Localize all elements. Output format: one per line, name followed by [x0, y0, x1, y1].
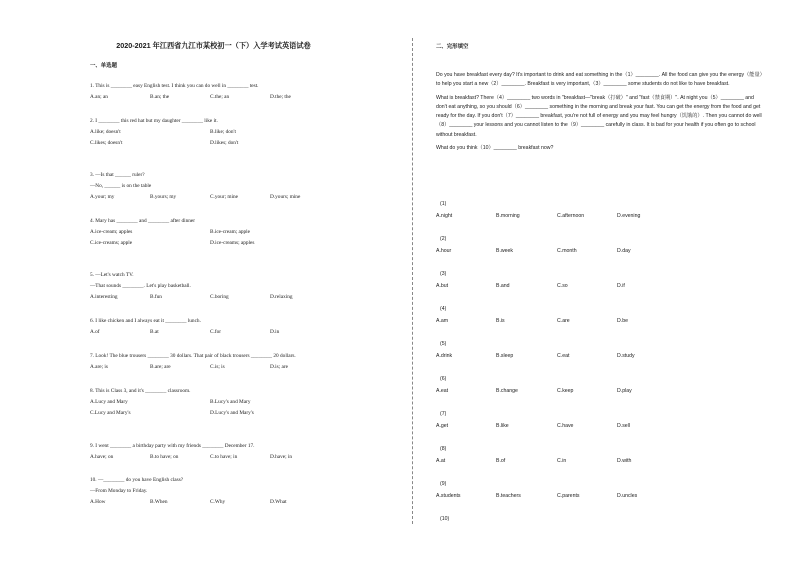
cloze-option[interactable]: A.get — [436, 423, 449, 429]
cloze-option[interactable]: C.month — [557, 248, 577, 254]
answer-option[interactable]: A.have; on — [90, 454, 114, 461]
answer-option[interactable]: A.your; my — [90, 194, 115, 201]
answer-option[interactable]: C.Why — [210, 499, 226, 506]
cloze-option[interactable]: B.of — [496, 458, 506, 464]
answer-option[interactable]: A.interesting — [90, 294, 118, 301]
cloze-option[interactable]: A.but — [436, 283, 449, 289]
left-column — [86, 0, 341, 562]
question-stem: 9. I went ________ a birthday party with my friends ________ December 17. — [90, 443, 255, 449]
answer-option[interactable]: A.ice-cream; apples — [90, 229, 133, 236]
blank-number: (3) — [440, 271, 447, 277]
answer-option[interactable]: D.Lucy's and Mary's — [210, 410, 254, 417]
section-single-choice: 一、单选题 — [90, 63, 117, 69]
answer-option[interactable]: D.What — [270, 499, 287, 506]
answer-option[interactable]: D.the; the — [270, 94, 291, 101]
cloze-option[interactable]: A.at — [436, 458, 446, 464]
cloze-option[interactable]: C.so — [557, 283, 568, 289]
answer-option[interactable]: A.Lucy and Mary — [90, 399, 128, 406]
cloze-option[interactable]: D.play — [617, 388, 632, 394]
answer-option[interactable]: A.like; doesn't — [90, 129, 121, 136]
answer-option[interactable]: B.at — [150, 329, 159, 336]
cloze-option[interactable]: B.like — [496, 423, 509, 429]
cloze-option[interactable]: D.with — [617, 458, 632, 464]
answer-option[interactable]: C.the; an — [210, 94, 230, 101]
cloze-option[interactable]: D.study — [617, 353, 635, 359]
question-stem: 5. —Let's watch TV. — [90, 272, 134, 278]
cloze-passage — [436, 71, 766, 153]
answer-option[interactable]: D.ice-creams; apples — [210, 240, 255, 247]
blank-number: (2) — [440, 236, 447, 242]
question-stem: 7. Look! The blue trousers ________ 30 dollars. That pair of black trousers ________ 20 dollars. — [90, 353, 296, 359]
cloze-option[interactable]: C.eat — [557, 353, 570, 359]
answer-option[interactable]: B.Lucy's and Mary — [210, 399, 251, 406]
cloze-option[interactable]: D.if — [617, 283, 625, 289]
question-stem: 3. —Is that ______ ruler? — [90, 172, 145, 178]
cloze-option[interactable]: C.are — [557, 318, 570, 324]
cloze-option[interactable]: A.eat — [436, 388, 449, 394]
cloze-option[interactable]: C.parents — [557, 493, 580, 499]
question-line: —From Monday to Friday. — [90, 487, 148, 494]
question-line: —No, ______ is on the table — [90, 182, 152, 189]
question-line: —That sounds ________. Let's play basketball. — [90, 282, 191, 289]
passage-paragraph: What do you think（10）________ breakfast now? — [436, 145, 554, 152]
question-stem: 10. —________ do you have English class? — [90, 477, 184, 483]
answer-option[interactable]: B.an; the — [150, 94, 170, 101]
cloze-option[interactable]: B.sleep — [496, 353, 514, 359]
blank-number: (5) — [440, 341, 447, 347]
answer-option[interactable]: C.is; is — [210, 364, 225, 371]
answer-option[interactable]: C.your; mine — [210, 194, 238, 201]
answer-option[interactable]: C.to have; in — [210, 454, 238, 461]
answer-option[interactable]: C.likes; doesn't — [90, 140, 123, 147]
answer-option[interactable]: A.of — [90, 329, 100, 336]
question-stem: 8. This is Class 3, and it's ________ classroom. — [90, 388, 191, 394]
cloze-option[interactable]: D.uncles — [617, 493, 638, 499]
cloze-option[interactable]: C.have — [557, 423, 574, 429]
answer-option[interactable]: C.ice-creams; apple — [90, 240, 133, 247]
cloze-option[interactable]: B.morning — [496, 213, 520, 219]
answer-option[interactable]: A.How — [90, 499, 106, 506]
answer-option[interactable]: B.fun — [150, 294, 162, 301]
cloze-option[interactable]: A.night — [436, 213, 453, 219]
answer-option[interactable]: B.to have; on — [150, 454, 179, 461]
cloze-option[interactable]: B.week — [496, 248, 514, 254]
exam-title: 2020-2021 年江西省九江市某校初一（下）入学考试英语试卷 — [116, 41, 311, 50]
cloze-option[interactable]: B.change — [496, 388, 518, 394]
question-stem: 4. Mary has ________ and ________ after dinner — [90, 218, 196, 224]
question-stem: 2. I ________ this red hat but my daughter ________ like it. — [90, 118, 218, 124]
cloze-option[interactable]: A.students — [436, 493, 461, 499]
answer-option[interactable]: D.is; are — [270, 364, 288, 371]
blank-number: (9) — [440, 481, 447, 487]
answer-option[interactable]: B.ice-cream; apple — [210, 229, 250, 236]
column-divider — [412, 38, 413, 524]
answer-option[interactable]: C.Lucy and Mary's — [90, 410, 131, 417]
cloze-option[interactable]: D.day — [617, 248, 631, 254]
passage-paragraph: What is breakfast? There（4）________ two words in "breakfast—"break（打破）" and "fast（禁食期）". At night you（5）________ and don't eat anything, so you should（6）________ something in the morning and break your fast. You can get the energy from the food and get ready for the day. If you don't（7）________ breakfast, you're not full of energy and you may feel hungry（饥饿的）. Then you cannot do well（8）________ your lessons and you cannot listen to the（9）________ carefully in class. It is bad for your health if you often go to school without breakfast. — [436, 94, 762, 138]
section-cloze: 二、完形填空 — [436, 44, 469, 50]
question-stem: 1. This is ________ easy English test. I think you can do well in ________ test. — [90, 83, 259, 89]
answer-option[interactable]: A.are; is — [90, 364, 108, 371]
cloze-option[interactable]: C.keep — [557, 388, 574, 394]
answer-option[interactable]: C.for — [210, 329, 222, 336]
blank-number: (7) — [440, 411, 447, 417]
answer-option[interactable]: B.like; don't — [210, 129, 236, 136]
answer-option[interactable]: D.have; in — [270, 454, 293, 461]
answer-option[interactable]: A.an; an — [90, 94, 108, 101]
blank-number: (1) — [440, 201, 447, 207]
cloze-option[interactable]: D.be — [617, 318, 628, 324]
answer-option[interactable]: B.yours; my — [150, 194, 177, 201]
answer-option[interactable]: D.relaxing — [270, 294, 293, 301]
cloze-option[interactable]: D.sell — [617, 423, 630, 429]
answer-option[interactable]: B.are; are — [150, 364, 171, 371]
cloze-option[interactable]: A.am — [436, 318, 449, 324]
answer-option[interactable]: D.in — [270, 329, 280, 336]
answer-option[interactable]: D.likes; don't — [210, 140, 239, 147]
blank-number: (8) — [440, 446, 447, 452]
blank-number: (6) — [440, 376, 447, 382]
blank-number: (10) — [440, 516, 450, 522]
passage-paragraph: Do you have breakfast every day? It's important to drink and eat something in the（1）________. All the food can give you the energy（能量）to help you start a new（2）________. Breakfast is very important,（3）________ some students do not like to have breakfast. — [436, 72, 765, 88]
answer-option[interactable]: B.When — [150, 499, 168, 506]
question-stem: 6. I like chicken and I always eat it ________ lunch. — [90, 318, 201, 324]
cloze-option[interactable]: B.and — [496, 283, 510, 289]
answer-option[interactable]: D.yours; mine — [270, 194, 301, 201]
cloze-option[interactable]: D.evening — [617, 213, 641, 219]
blank-number: (4) — [440, 306, 447, 312]
cloze-option[interactable]: C.in — [557, 458, 567, 464]
cloze-option[interactable]: B.teachers — [496, 493, 521, 499]
right-column — [436, 0, 766, 562]
cloze-option[interactable]: A.hour — [436, 248, 452, 254]
cloze-option[interactable]: B.is — [496, 318, 505, 324]
cloze-option[interactable]: C.afternoon — [557, 213, 585, 219]
answer-option[interactable]: C.boring — [210, 294, 229, 301]
cloze-option[interactable]: A.drink — [436, 353, 453, 359]
